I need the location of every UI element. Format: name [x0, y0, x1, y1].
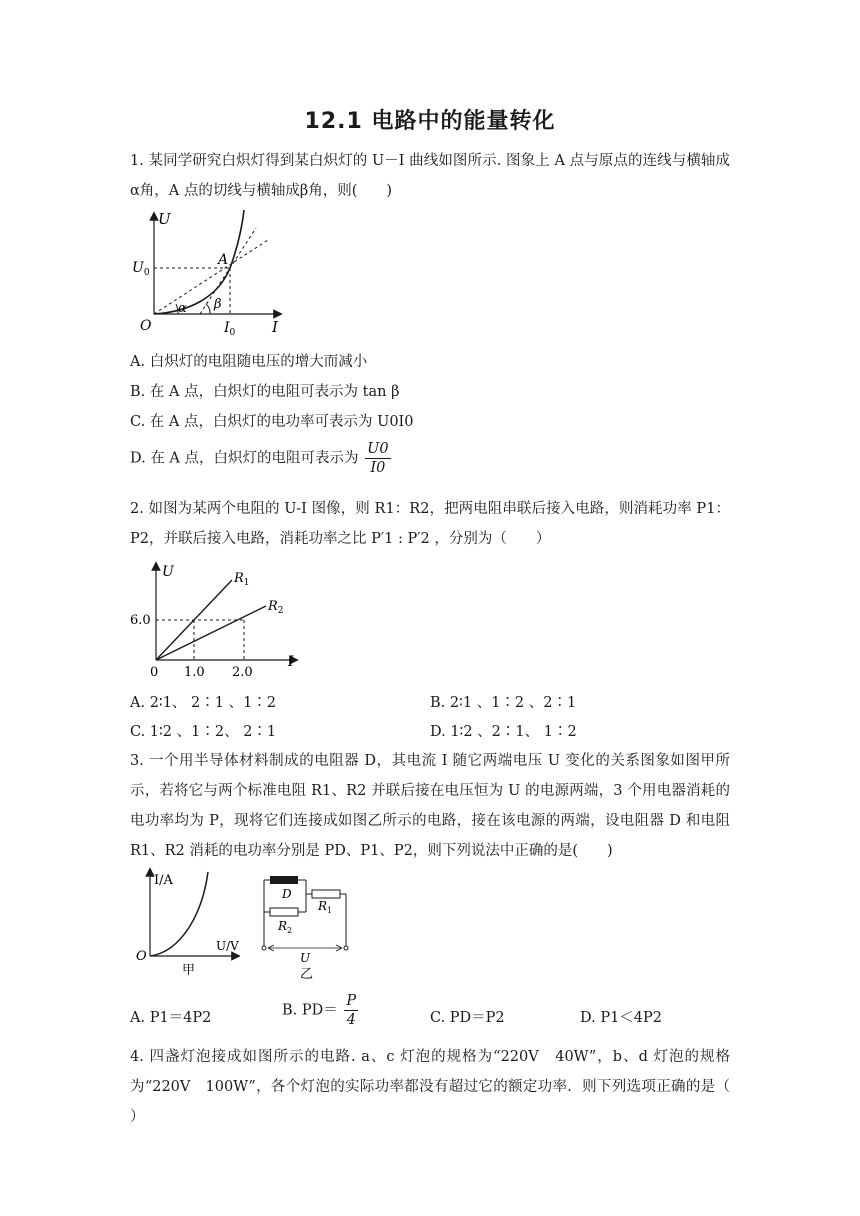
y-tick-label: 6.0: [130, 613, 151, 628]
origin-label: O: [136, 949, 147, 964]
beta-arc: [206, 304, 210, 314]
question-2-stem: 2. 如图为某两个电阻的 U-I 图像，则 R1：R2，把两电阻串联后接入电路，则消耗功率 P1：P2，并联后接入电路，消耗功率之比 P′1 : P′2 ，分别为（ ）: [130, 501, 730, 547]
question-4-stem: 4. 四盏灯泡接成如图所示的电路. a、c 灯泡的规格为“220V 40W”，b、d 灯泡的规格为“220V 100W”，各个灯泡的实际功率都没有超过它的额定功率．则下列选项正确的是（ ）: [130, 1049, 730, 1125]
question-2-option-d[interactable]: D. 1∶2 、2∶1、 1∶2: [430, 724, 577, 740]
question-3-option-b[interactable]: [282, 992, 358, 1029]
fraction-denominator: I0: [370, 460, 386, 476]
resistor-r2: [270, 908, 298, 916]
label-r1: $R_1$: [318, 899, 333, 915]
figure-b-caption: 乙: [300, 967, 314, 982]
u0-label: $U_0$: [132, 260, 150, 278]
question-1-option-d[interactable]: [130, 440, 391, 477]
question-1-option-c[interactable]: C. 在 A 点，白炽灯的电功率可表示为 U0I0: [130, 414, 414, 430]
fraction-numerator: U0: [367, 441, 389, 457]
label-d: D: [282, 887, 292, 901]
question-3-figure-b: [256, 872, 356, 982]
question-3-option-c[interactable]: C. PD＝P2: [430, 1010, 505, 1026]
r2-label: $R_2$: [268, 599, 284, 616]
option-d-text: D. 在 A 点，白炽灯的电阻可表示为: [130, 450, 359, 467]
option-b-fraction: [344, 992, 358, 1029]
label-r2: $R_2$: [278, 919, 293, 935]
x-tick-label-1: 1.0: [184, 665, 205, 680]
origin-label: O: [140, 318, 152, 334]
question-1-stem: 1. 某同学研究白炽灯得到某白炽灯的 U－I 曲线如图所示. 图象上 A 点与原点的连线与横轴成α角，A 点的切线与横轴成β角，则( ): [130, 153, 730, 199]
figure-a-caption: 甲: [182, 963, 196, 978]
chord-line: [154, 240, 268, 314]
question-3-option-a[interactable]: A. P1＝4P2: [130, 1010, 212, 1026]
terminal-left: [262, 946, 266, 950]
x-tick-label-2: 2.0: [232, 665, 253, 680]
option-b-text: B. PD＝: [282, 1002, 338, 1019]
page-title: 12.1 电路中的能量转化: [304, 109, 556, 134]
question-3-figure-a: [130, 866, 240, 982]
question-1-option-a[interactable]: A. 白炽灯的电阻随电压的增大而减小: [130, 354, 368, 370]
question-3-option-d[interactable]: D. P1＜4P2: [580, 1010, 663, 1026]
beta-label: β: [214, 297, 222, 312]
terminal-right: [344, 946, 348, 950]
y-axis-label: I/A: [154, 873, 173, 888]
x-axis-label: I: [288, 654, 294, 670]
question-1-option-b[interactable]: B. 在 A 点，白炽灯的电阻可表示为 tan β: [130, 384, 400, 400]
question-2-option-c[interactable]: C. 1∶2 、1∶2、 2∶1: [130, 724, 277, 740]
x-axis-label: U/V: [216, 939, 239, 953]
question-2-ui-graph: [128, 560, 308, 682]
fraction-denominator: 4: [346, 1012, 356, 1028]
question-2-option-a[interactable]: A. 2∶1、 2∶1 、1∶2: [130, 695, 277, 711]
resistor-d: [270, 876, 298, 884]
alpha-label: α: [178, 301, 187, 316]
fraction-numerator: P: [346, 993, 357, 1009]
label-u: U: [300, 951, 311, 965]
line-r2: [156, 606, 266, 660]
option-d-fraction: [365, 440, 390, 477]
question-3-stem: 3. 一个用半导体材料制成的电阻器 D，其电流 I 随它两端电压 U 变化的关系图象如图甲所示，若将它与两个标准电阻 R1、R2 并联后接在电压恒为 U 的电源两端，3 个用电器消耗的电功率均为 P，现将它们连接成如图乙所示的电路，接在该电源的两端，设电阻器 D 和电阻 R1、R2 消耗的电功率分别是 PD、P1、P2，则下列说法中正确的是( ): [130, 753, 730, 859]
origin-label: 0: [150, 665, 159, 680]
resistor-r1: [312, 890, 340, 898]
point-a-label: A: [218, 252, 229, 268]
x-axis-label: I: [272, 318, 278, 336]
question-2-option-b[interactable]: B. 2∶1 、1∶2 、2∶1: [430, 695, 577, 711]
r1-label: $R_1$: [234, 571, 250, 588]
y-axis-label: U: [158, 210, 171, 228]
question-1-ui-graph: [128, 208, 288, 342]
y-axis-label: U: [162, 564, 174, 580]
i0-label: $I_0$: [224, 320, 236, 338]
